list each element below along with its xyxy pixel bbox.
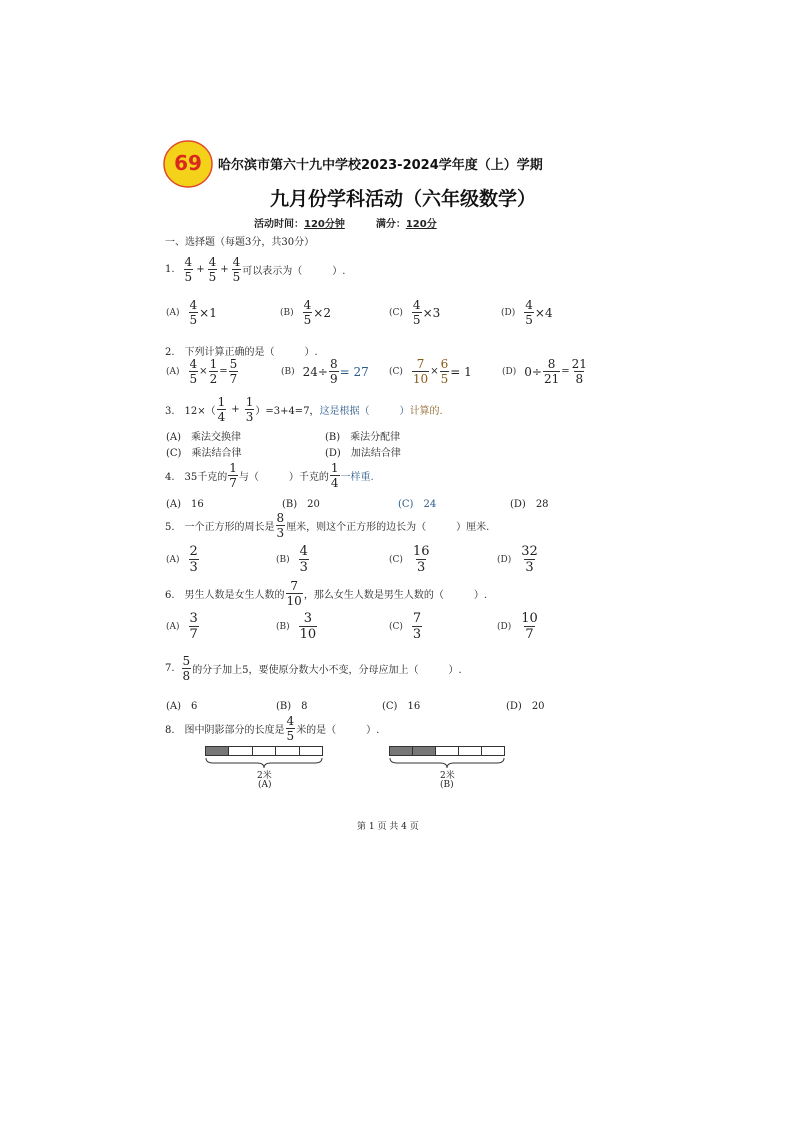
- q5-option-c[interactable]: (C) $\frac{16}{3}$: [389, 544, 430, 575]
- q3-option-c[interactable]: (C) 乘法结合律: [166, 448, 242, 459]
- q1-option-c[interactable]: (C) $\frac{4}{5}$ ×3: [389, 298, 441, 327]
- q6-option-c[interactable]: (C) $\frac{7}{3}$: [389, 611, 422, 642]
- time-info: 活动时间：120分钟 满分：120分: [254, 219, 437, 230]
- svg-text:69: 69: [174, 151, 202, 175]
- q1-option-b[interactable]: (B) $\frac{4}{5}$ ×2: [280, 298, 331, 327]
- q2-option-a[interactable]: (A) $\frac{4}{5}$ × $\frac{1}{2}$ = $\frac{5}{7}$: [166, 357, 238, 386]
- page-title: 九月份学科活动（六年级数学）: [270, 188, 537, 210]
- question-6: 6. 男生人数是女生人数的 $\frac{7}{10}$ ，那么女生人数是男生人数的（ ）.: [165, 579, 488, 608]
- figure-a-bar: [205, 746, 323, 756]
- q5-option-a[interactable]: (A) $\frac{2}{3}$: [166, 544, 198, 575]
- q7-option-b[interactable]: (B) 8: [276, 701, 308, 712]
- q5-option-d[interactable]: (D) $\frac{32}{3}$: [497, 544, 538, 575]
- q6-option-b[interactable]: (B) $\frac{3}{10}$: [276, 611, 317, 642]
- section-heading: 一、选择题（每题3分，共30分）: [165, 237, 315, 248]
- figure-a-length: 2米: [257, 771, 272, 781]
- figure-b-length: 2米: [440, 771, 455, 781]
- q4-option-b[interactable]: (B) 20: [282, 499, 320, 510]
- figure-b-bar: [389, 746, 505, 756]
- school-logo: [163, 140, 213, 188]
- question-2: 2. 下列计算正确的是（ ）.: [165, 347, 318, 358]
- q6-option-d[interactable]: (D) $\frac{10}{7}$: [497, 611, 538, 642]
- q3-option-d[interactable]: (D) 加法结合律: [325, 448, 401, 459]
- q4-option-a[interactable]: (A) 16: [166, 499, 204, 510]
- question-5: 5. 一个正方形的周长是 $\frac{8}{3}$ 厘米，则这个正方形的边长为（ ）厘米.: [165, 511, 490, 540]
- q5-option-b[interactable]: (B) $\frac{4}{3}$: [276, 544, 308, 575]
- question-4: 4. 35千克的 $\frac{1}{7}$ 与（ ）千克的 $\frac{1}{4}$ 一样重.: [165, 461, 374, 490]
- q2-option-d[interactable]: (D) 0÷ $\frac{8}{21}$ = $\frac{21}{8}$: [502, 357, 587, 386]
- q7-option-c[interactable]: (C) 16: [382, 701, 421, 712]
- q3-option-a[interactable]: (A) 乘法交换律: [166, 432, 242, 443]
- figure-b-label: (B): [440, 780, 454, 790]
- q6-option-a[interactable]: (A) $\frac{3}{7}$: [166, 611, 198, 642]
- question-7: 7. $\frac{5}{8}$ 的分子加上5，要使原分数大小不变，分母应加上（ ）.: [165, 654, 462, 683]
- q7-option-a[interactable]: (A) 6: [166, 701, 198, 712]
- q4-option-c[interactable]: (C) 24: [398, 499, 437, 510]
- q2-option-c[interactable]: (C) $\frac{7}{10}$ × $\frac{6}{5}$ = 1: [389, 357, 472, 386]
- school-line: 哈尔滨市第六十九中学校2023-2024学年度（上）学期: [218, 158, 543, 173]
- question-1: 1. $\frac{4}{5}$ + $\frac{4}{5}$ + $\frac{4}{5}$ 可以表示为（ ）.: [165, 255, 346, 284]
- q3-option-b[interactable]: (B) 乘法分配律: [325, 432, 401, 443]
- figure-a-label: (A): [258, 780, 272, 790]
- question-3: 3. 12×（ $\frac{1}{4}$ + $\frac{1}{3}$ ）=3+4=7， 这是根据（ ） 计算的.: [165, 395, 443, 424]
- question-8: 8. 图中阴影部分的长度是 $\frac{4}{5}$ 米的是（ ）.: [165, 714, 380, 743]
- q7-option-d[interactable]: (D) 20: [506, 701, 545, 712]
- page-footer: 第 1 页 共 4 页: [357, 822, 419, 832]
- q2-option-b[interactable]: (B) 24÷ $\frac{8}{9}$ = 27: [281, 357, 369, 386]
- q4-option-d[interactable]: (D) 28: [510, 499, 549, 510]
- q1-option-d[interactable]: (D) $\frac{4}{5}$ ×4: [501, 298, 553, 327]
- q1-option-a[interactable]: (A) $\frac{4}{5}$ ×1: [166, 298, 217, 327]
